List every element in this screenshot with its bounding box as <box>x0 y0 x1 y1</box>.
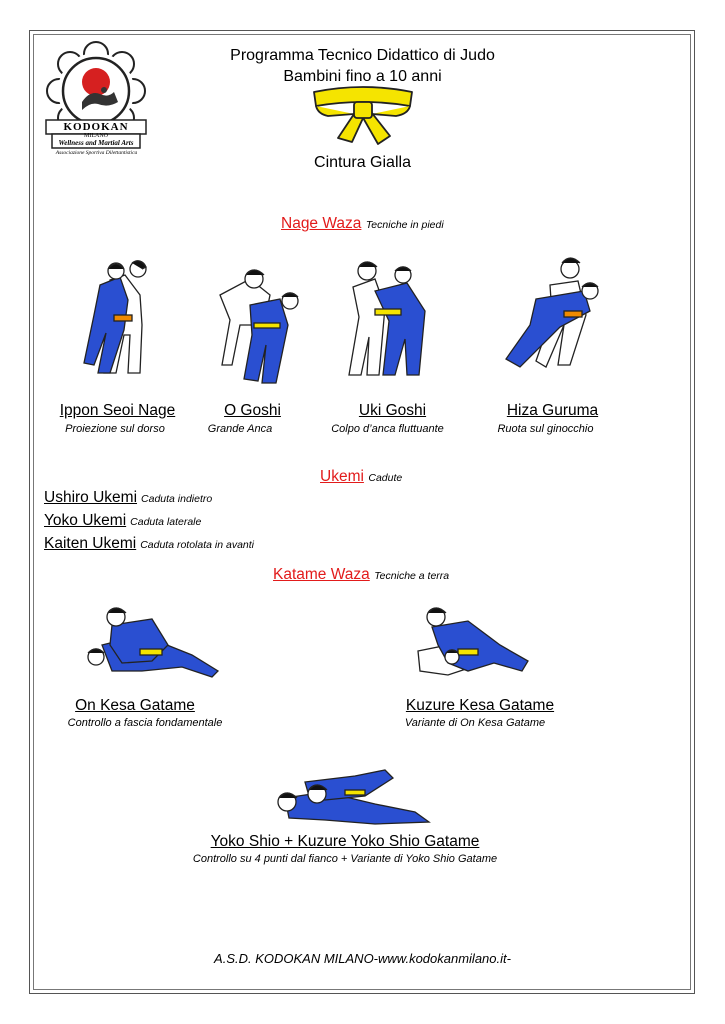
ukemi-note: Caduta laterale <box>130 516 202 528</box>
on-kesa-gatame-illustration <box>82 605 222 680</box>
page-title: Programma Tecnico Didattico di Judo <box>230 47 495 64</box>
technique-desc: Grande Anca <box>207 423 273 435</box>
logo-name: KODOKAN <box>63 121 129 133</box>
uki-goshi-illustration <box>345 257 435 382</box>
technique-ippon-seoi-nage: Ippon Seoi Nage <box>59 402 176 419</box>
ippon-seoi-nage-illustration <box>80 255 160 380</box>
ukemi-name: Ushiro Ukemi <box>44 489 138 506</box>
technique-desc: Proiezione sul dorso <box>65 423 165 435</box>
technique-o-goshi: O Goshi <box>224 402 281 419</box>
ukemi-list <box>44 487 254 556</box>
footer-text: A.S.D. KODOKAN MILANO-www.kodokanmilano.it- <box>214 951 511 966</box>
technique-desc: Colpo d’anca fluttuante <box>331 423 444 435</box>
technique-desc: Ruota sul ginocchio <box>497 423 594 435</box>
ukemi-heading <box>320 468 402 486</box>
ukemi-note: Caduta rotolata in avanti <box>140 539 255 551</box>
logo-subtitle: Associazione Sportiva Dilettantistica <box>55 150 138 156</box>
kuzure-kesa-gatame-illustration <box>408 605 533 680</box>
yellow-belt-image <box>308 86 418 148</box>
technique-desc: Controllo a fascia fondamentale <box>67 717 223 729</box>
ukemi-note: Caduta indietro <box>141 493 213 505</box>
ukemi-item <box>44 487 254 510</box>
nage-waza-subtitle: Tecniche in piedi <box>365 219 444 231</box>
nage-waza-heading <box>281 215 444 233</box>
o-goshi-illustration <box>210 265 305 385</box>
logo-tagline: Wellness and Martial Arts <box>58 139 134 147</box>
technique-desc: Controllo su 4 punti dal fianco + Variante di Yoko Shio Gatame <box>192 853 498 865</box>
technique-uki-goshi: Uki Goshi <box>358 402 427 419</box>
ukemi-subtitle: Cadute <box>368 472 403 484</box>
katame-waza-heading <box>273 566 449 584</box>
technique-yoko-shio-gatame: Yoko Shio + Kuzure Yoko Shio Gatame <box>210 833 480 850</box>
katame-waza-title: Katame Waza <box>273 566 370 583</box>
ukemi-title: Ukemi <box>320 468 364 485</box>
technique-on-kesa-gatame: On Kesa Gatame <box>75 697 195 714</box>
ukemi-item <box>44 510 254 533</box>
ukemi-name: Yoko Ukemi <box>44 512 127 529</box>
yoko-shio-gatame-illustration <box>265 768 435 828</box>
logo-city: MILANO <box>84 133 108 139</box>
belt-label: Cintura Gialla <box>314 154 411 171</box>
katame-waza-subtitle: Tecniche a terra <box>374 570 450 582</box>
technique-kuzure-kesa-gatame: Kuzure Kesa Gatame <box>405 697 555 714</box>
hiza-guruma-illustration <box>500 255 605 375</box>
ukemi-name: Kaiten Ukemi <box>44 535 137 552</box>
nage-waza-title: Nage Waza <box>281 215 362 232</box>
technique-hiza-guruma: Hiza Guruma <box>506 402 599 419</box>
club-logo <box>44 40 149 165</box>
page-subtitle: Bambini fino a 10 anni <box>283 68 442 85</box>
technique-desc: Variante di On Kesa Gatame <box>404 717 546 729</box>
ukemi-item <box>44 533 254 556</box>
